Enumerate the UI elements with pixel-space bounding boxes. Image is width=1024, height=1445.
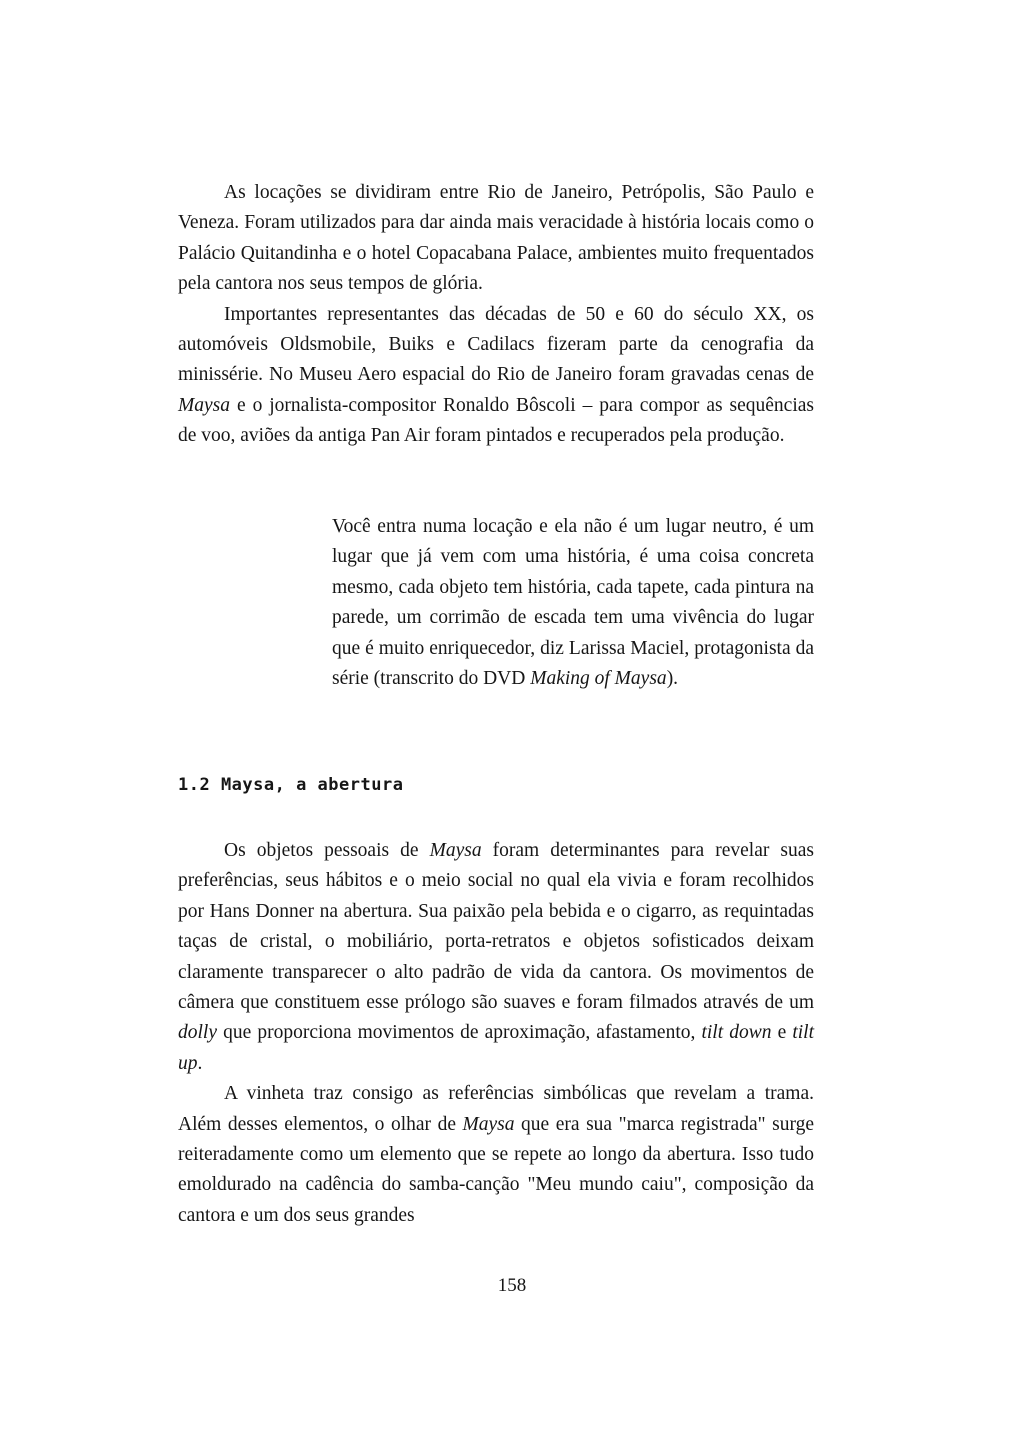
italic-title-making-of: Making of Maysa xyxy=(530,668,667,690)
opening-section xyxy=(178,836,814,1231)
paragraph-automobiles xyxy=(178,300,814,452)
italic-tilt-down: tilt down xyxy=(701,1022,772,1044)
section-heading: 1.2 Maysa, a abertura xyxy=(178,775,404,795)
italic-dolly: dolly xyxy=(178,1022,217,1044)
paragraph-objects-text-c: que proporciona movimentos de aproximação, afastamento, xyxy=(217,1022,702,1044)
page-number: 158 xyxy=(497,1275,527,1296)
paragraph-automobiles-text-a: Importantes representantes das décadas de 50 e 60 do século XX, os automóveis Oldsmobile, Buiks e Cadilacs fizeram parte da cenografia da minissérie. No Museu Aero espacial do Rio de Janeiro foram gravadas cenas de xyxy=(178,303,814,386)
italic-maysa: Maysa xyxy=(429,840,482,861)
block-quote xyxy=(332,512,814,694)
paragraph-objects-text-b: foram determinantes para revelar suas preferências, seus hábitos e o meio social no qual ela vivia e foram recolhidos por Hans Donner na abertura. Sua paixão pela bebida e o cigarro, as requintadas taças de cristal, o mobiliário, porta-retratos e objetos sofisticados deixam claramente transparecer o alto padrão de vida da cantora. Os movimentos de câmera que constituem esse prólogo são suaves e foram filmados através de um xyxy=(178,840,814,1014)
intro-section xyxy=(178,178,814,452)
quote-text-b: ). xyxy=(666,668,679,690)
quote-text-a: Você entra numa locação e ela não é um lugar neutro, é um lugar que já vem com uma história, é uma coisa concreta mesmo, cada objeto tem história, cada tapete, cada pintura na parede, um corrimão de escada tem uma vivência do lugar que é muito enriquecedor, diz Larissa Maciel, protagonista da série (transcrito do DVD xyxy=(332,516,814,690)
italic-maysa-2: Maysa xyxy=(462,1113,515,1135)
paragraph-vignette-text-a: A vinheta traz consigo as referências simbólicas que revelam a trama. Além desses elementos, o olhar de xyxy=(178,1083,814,1135)
italic-title-maysa: Maysa xyxy=(178,394,230,416)
paragraph-vignette xyxy=(178,1079,814,1231)
paragraph-locations xyxy=(178,178,814,300)
paragraph-locations-text: As locações se dividiram entre Rio de Janeiro, Petrópolis, São Paulo e Veneza. Foram utilizados para dar ainda mais veracidade à história locais como o Palácio Quitandinha e o hotel Copacabana Palace, ambientes muito frequentados pela cantora nos seus tempos de glória. xyxy=(178,182,814,295)
paragraph-objects-text-e: . xyxy=(197,1052,203,1074)
paragraph-automobiles-text-b: e o jornalista-compositor Ronaldo Bôscoli – para compor as sequências de voo, aviões da antiga Pan Air foram pintados e recuperados pela produção. xyxy=(178,394,814,447)
paragraph-objects-text-d: e xyxy=(771,1022,793,1044)
paragraph-objects xyxy=(178,836,814,1079)
paragraph-objects-text-a: Os objetos pessoais de xyxy=(224,840,430,861)
paragraph-vignette-text-b: que era sua "marca registrada" surge reiteradamente como um elemento que se repete ao longo da abertura. Isso tudo emoldurado na cadência do samba-canção "Meu mundo caiu", composição da cantora e um dos seus grandes xyxy=(178,1113,814,1226)
italic-tilt-up: tilt up xyxy=(178,1022,814,1074)
